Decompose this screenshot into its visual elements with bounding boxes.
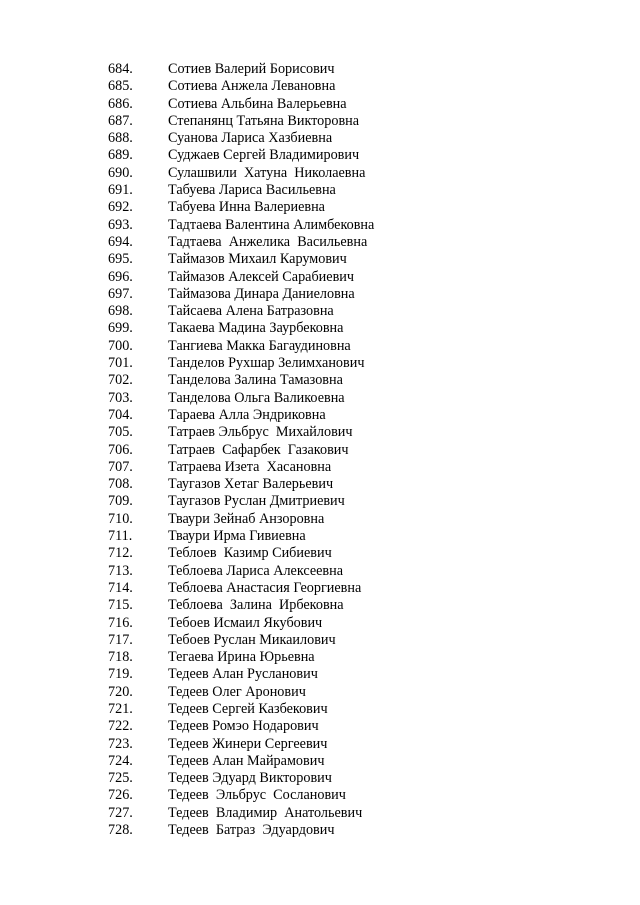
list-item-number: 702. [108, 372, 133, 389]
list-item [0, 718, 640, 735]
list-item-name: Тедеев Алан Русланович [168, 666, 318, 683]
list-item [0, 424, 640, 441]
list-item-name: Татраев Эльбрус Михайлович [168, 424, 353, 441]
list-item-number: 722. [108, 718, 133, 735]
list-item [0, 632, 640, 649]
list-item [0, 649, 640, 666]
list-item [0, 251, 640, 268]
list-item [0, 113, 640, 130]
list-item [0, 545, 640, 562]
list-item-name: Танделов Рухшар Зелимханович [168, 355, 365, 372]
list-item-name: Тедеев Эльбрус Сосланович [168, 787, 346, 804]
list-item [0, 753, 640, 770]
list-item [0, 615, 640, 632]
list-item [0, 320, 640, 337]
list-item-name: Тегаева Ирина Юрьевна [168, 649, 315, 666]
list-item [0, 770, 640, 787]
list-item [0, 130, 640, 147]
list-item-name: Теблоева Залина Ирбековна [168, 597, 344, 614]
list-item [0, 78, 640, 95]
list-item-name: Тадтаева Анжелика Васильевна [168, 233, 368, 250]
list-item-number: 684. [108, 61, 133, 77]
list-item-name: Татраева Изета Хасановна [168, 458, 332, 475]
list-item [0, 96, 640, 113]
list-item-number: 715. [108, 597, 133, 614]
list-item-name: Тедеев Олег Аронович [168, 683, 306, 700]
list-item [0, 182, 640, 199]
list-item-name: Таймазов Михаил Карумович [168, 251, 347, 268]
list-item-number: 723. [108, 735, 133, 752]
list-item [0, 563, 640, 580]
list-item-number: 700. [108, 337, 133, 354]
list-item-name: Тедеев Сергей Казбекович [168, 700, 328, 717]
list-item-number: 697. [108, 285, 133, 302]
list-item-number: 705. [108, 424, 133, 441]
list-item-name: Татраев Сафарбек Газакович [168, 441, 349, 458]
list-item-number: 707. [108, 458, 133, 475]
list-item-number: 688. [108, 130, 133, 147]
list-item-number: 699. [108, 320, 133, 337]
list-item [0, 580, 640, 597]
list-item-name: Тайсаева Алена Батразовна [168, 303, 334, 320]
list-item-number: 708. [108, 476, 133, 493]
list-item-name: Теблоева Лариса Алексеевна [168, 562, 344, 579]
list-item-name: Таугазов Руслан Дмитриевич [168, 493, 345, 510]
list-item-number: 686. [108, 95, 133, 112]
name-list [0, 61, 640, 839]
list-item-number: 719. [108, 666, 133, 683]
list-item-name: Суанова Лариса Хазбиевна [168, 130, 333, 147]
list-item [0, 511, 640, 528]
list-item [0, 666, 640, 683]
list-item-name: Тваури Ирма Гивиевна [168, 528, 306, 545]
list-item [0, 61, 640, 78]
list-item-name: Тедеев Эдуард Викторович [168, 770, 332, 787]
list-item-name: Таймазова Динара Даниеловна [168, 285, 355, 302]
list-item-name: Степанянц Татьяна Викторовна [168, 112, 360, 129]
list-item-number: 725. [108, 770, 133, 787]
list-item [0, 597, 640, 614]
list-item [0, 269, 640, 286]
list-item-name: Тедеев Жинери Сергеевич [168, 735, 328, 752]
list-item [0, 822, 640, 839]
list-item-number: 696. [108, 268, 133, 285]
list-item [0, 372, 640, 389]
list-item-number: 711. [108, 528, 133, 545]
list-item-number: 714. [108, 579, 133, 596]
list-item-number: 709. [108, 493, 133, 510]
list-item [0, 787, 640, 804]
list-item-number: 726. [108, 787, 133, 804]
list-item-name: Сотиева Анжела Левановна [168, 78, 336, 95]
list-item-number: 703. [108, 389, 133, 406]
list-item-number: 728. [108, 822, 133, 839]
list-item-name: Тедеев Владимир Анатольевич [168, 804, 363, 821]
list-item-number: 721. [108, 700, 133, 717]
list-item [0, 199, 640, 216]
list-item [0, 459, 640, 476]
list-item [0, 234, 640, 251]
list-item-number: 701. [108, 355, 133, 372]
list-item-name: Сотиев Валерий Борисович [168, 61, 335, 77]
list-item [0, 303, 640, 320]
list-item-name: Танделова Ольга Валикоевна [168, 389, 345, 406]
list-item-name: Такаева Мадина Заурбековна [168, 320, 344, 337]
list-item-number: 718. [108, 649, 133, 666]
list-item-name: Тебоев Исмаил Якубович [168, 614, 323, 631]
list-item-name: Сотиева Альбина Валерьевна [168, 95, 347, 112]
list-item-number: 704. [108, 406, 133, 423]
list-item-name: Тараева Алла Эндриковна [168, 406, 326, 423]
list-item-number: 713. [108, 562, 133, 579]
list-item-number: 694. [108, 233, 133, 250]
list-item [0, 701, 640, 718]
list-item-name: Тедеев Алан Майрамович [168, 752, 325, 769]
list-item-number: 687. [108, 112, 133, 129]
list-item-name: Суджаев Сергей Владимирович [168, 147, 360, 164]
list-item [0, 390, 640, 407]
list-item [0, 355, 640, 372]
list-item [0, 684, 640, 701]
list-item-number: 695. [108, 251, 133, 268]
list-item-name: Таймазов Алексей Сарабиевич [168, 268, 354, 285]
list-item [0, 442, 640, 459]
list-item [0, 338, 640, 355]
list-item [0, 528, 640, 545]
list-item-number: 724. [108, 752, 133, 769]
list-item-name: Тебоев Руслан Микаилович [168, 631, 336, 648]
list-item-name: Тедеев Батраз Эдуардович [168, 822, 335, 839]
list-item [0, 493, 640, 510]
list-item-number: 706. [108, 441, 133, 458]
list-item-number: 712. [108, 545, 133, 562]
list-item [0, 147, 640, 164]
list-item-number: 720. [108, 683, 133, 700]
list-item-name: Тангиева Макка Багаудиновна [168, 337, 351, 354]
list-item-number: 717. [108, 631, 133, 648]
list-item-number: 685. [108, 78, 133, 95]
list-item [0, 407, 640, 424]
list-item-number: 692. [108, 199, 133, 216]
list-item-name: Таугазов Хетаг Валерьевич [168, 476, 334, 493]
list-item-number: 691. [108, 182, 133, 199]
list-item-name: Табуева Инна Валериевна [168, 199, 325, 216]
list-item [0, 805, 640, 822]
list-item [0, 217, 640, 234]
list-item-number: 716. [108, 614, 133, 631]
list-item-name: Табуева Лариса Васильевна [168, 182, 336, 199]
list-item-name: Тедеев Ромэо Нодарович [168, 718, 319, 735]
list-item [0, 286, 640, 303]
list-item-name: Сулашвили Хатуна Николаевна [168, 164, 366, 181]
list-item [0, 736, 640, 753]
list-item-name: Теблоев Казимр Сибиевич [168, 545, 332, 562]
list-item-name: Тадтаева Валентина Алимбековна [168, 216, 375, 233]
list-item-number: 693. [108, 216, 133, 233]
list-item-number: 698. [108, 303, 133, 320]
list-item-name: Танделова Залина Тамазовна [168, 372, 343, 389]
list-item [0, 476, 640, 493]
list-item-number: 689. [108, 147, 133, 164]
list-item [0, 165, 640, 182]
list-item-number: 727. [108, 804, 133, 821]
list-item-number: 690. [108, 164, 133, 181]
list-item-name: Тваури Зейнаб Анзоровна [168, 510, 325, 527]
list-item-number: 710. [108, 510, 133, 527]
list-item-name: Теблоева Анастасия Георгиевна [168, 579, 362, 596]
